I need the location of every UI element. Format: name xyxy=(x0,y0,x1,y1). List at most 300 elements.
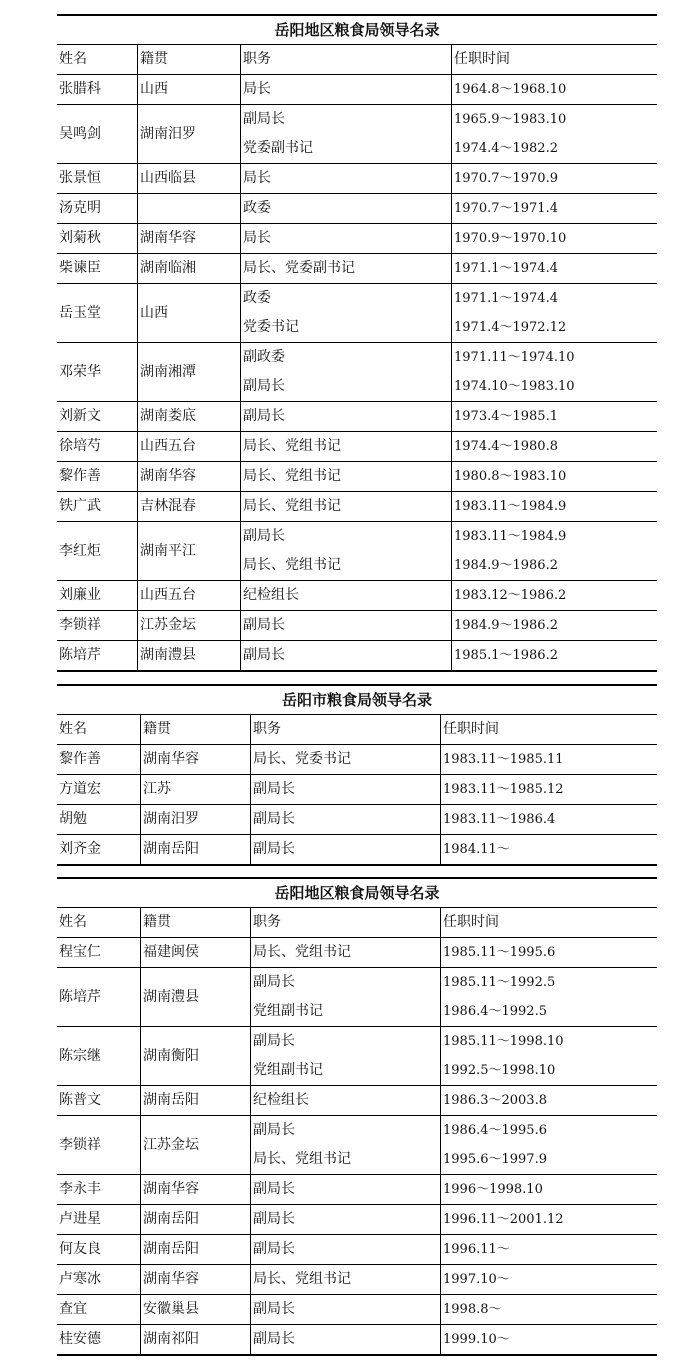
leader-name: 张景恒 xyxy=(59,170,101,186)
term-cell xyxy=(451,164,657,193)
leader-term: 1984.11～ xyxy=(443,842,510,857)
leader-term: 1970.7～1971.4 xyxy=(454,201,558,216)
leader-name: 程宝仁 xyxy=(59,944,101,960)
leader-origin: 湖南岳阳 xyxy=(143,1241,199,1257)
leader-origin: 湖南华容 xyxy=(140,230,196,246)
header-post-label: 职务 xyxy=(243,51,271,67)
post-cell xyxy=(240,522,451,580)
term-cell xyxy=(440,805,657,834)
header-term-label: 任职时间 xyxy=(454,51,510,67)
table-title: 岳阳地区粮食局领导名录 xyxy=(57,16,657,45)
leader-post: 副局长 xyxy=(253,1181,295,1197)
origin-cell xyxy=(140,1265,250,1294)
leader-term: 1986.4～1995.6 xyxy=(443,1123,547,1138)
table-row xyxy=(57,284,657,343)
table-body xyxy=(57,45,657,670)
leader-post: 局长、党组书记 xyxy=(253,1151,351,1167)
header-name-label: 姓名 xyxy=(59,914,87,930)
leader-origin: 江苏金坛 xyxy=(143,1136,199,1153)
origin-cell xyxy=(137,522,240,580)
term-cell xyxy=(451,105,657,163)
name-cell xyxy=(57,938,140,967)
table-row xyxy=(57,224,657,254)
origin-cell xyxy=(140,805,250,834)
post-cell xyxy=(250,835,440,864)
leader-origin: 湖南岳阳 xyxy=(143,1092,199,1108)
leader-post: 局长 xyxy=(243,81,271,97)
table-row xyxy=(57,1295,657,1325)
leader-post: 局长 xyxy=(243,230,271,246)
leader-origin: 湖南华容 xyxy=(143,751,199,767)
leader-origin: 湖南湘潭 xyxy=(140,363,196,380)
header-row xyxy=(57,45,657,75)
leader-origin: 山西临县 xyxy=(140,170,196,186)
post-cell xyxy=(240,641,451,670)
leader-post: 副局长 xyxy=(253,811,295,827)
leader-name: 卢进星 xyxy=(59,1211,101,1227)
leader-term: 1973.4～1985.1 xyxy=(454,409,558,424)
table-row xyxy=(57,745,657,775)
leader-origin: 山西 xyxy=(140,304,168,321)
post-cell xyxy=(250,968,440,1026)
term-cell xyxy=(451,343,657,401)
leader-name: 陈培芹 xyxy=(59,988,101,1005)
leader-post: 局长、党组书记 xyxy=(253,1271,351,1287)
leader-term: 1985.11～1998.10 xyxy=(443,1034,564,1049)
leader-name: 胡勉 xyxy=(59,811,87,827)
leader-origin: 湖南平江 xyxy=(140,542,196,559)
leader-post: 局长、党委副书记 xyxy=(243,260,355,276)
header-name xyxy=(57,45,137,74)
leader-name: 方道宏 xyxy=(59,781,101,797)
table-row xyxy=(57,1175,657,1205)
origin-cell xyxy=(140,745,250,774)
table-row xyxy=(57,805,657,835)
leader-post: 局长、党组书记 xyxy=(243,498,341,514)
origin-cell xyxy=(137,611,240,640)
leader-origin: 湖南澧县 xyxy=(140,647,196,663)
header-name-label: 姓名 xyxy=(59,721,87,737)
origin-cell xyxy=(140,1086,250,1115)
leader-term: 1983.12～1986.2 xyxy=(454,588,567,603)
leader-post: 副政委 xyxy=(243,349,285,365)
leader-term: 1986.4～1992.5 xyxy=(443,1004,547,1019)
post-cell xyxy=(250,1205,440,1234)
term-cell xyxy=(440,1175,657,1204)
leader-post: 副局长 xyxy=(253,1301,295,1317)
leader-term: 1974.10～1983.10 xyxy=(454,379,575,394)
leader-origin: 湖南澧县 xyxy=(143,988,199,1005)
origin-cell xyxy=(137,492,240,521)
table-row xyxy=(57,611,657,641)
leader-post: 局长、党委书记 xyxy=(253,751,351,767)
post-cell xyxy=(250,1175,440,1204)
leader-post: 副局长 xyxy=(253,974,295,990)
leader-origin: 湖南娄底 xyxy=(140,408,196,424)
leader-origin: 湖南岳阳 xyxy=(143,1211,199,1227)
table-row xyxy=(57,462,657,492)
name-cell xyxy=(57,224,137,253)
origin-cell xyxy=(140,1027,250,1085)
leader-name: 张腊科 xyxy=(59,81,101,97)
post-cell xyxy=(250,1027,440,1085)
table-body xyxy=(57,908,657,1354)
header-post-label: 职务 xyxy=(253,721,281,737)
term-cell xyxy=(440,1027,657,1085)
name-cell xyxy=(57,492,137,521)
leader-term: 1992.5～1998.10 xyxy=(443,1063,556,1078)
name-cell xyxy=(57,522,137,580)
post-cell xyxy=(250,775,440,804)
header-post xyxy=(250,908,440,937)
name-cell xyxy=(57,1205,140,1234)
table-row xyxy=(57,1086,657,1116)
table-title: 岳阳市粮食局领导名录 xyxy=(57,686,657,715)
term-cell xyxy=(451,224,657,253)
leader-term: 1985.1～1986.2 xyxy=(454,648,558,663)
leader-name: 黎作善 xyxy=(59,468,101,484)
post-cell xyxy=(240,164,451,193)
table-row xyxy=(57,641,657,670)
leader-term: 1983.11～1984.9 xyxy=(454,529,567,544)
leader-term: 1984.9～1986.2 xyxy=(454,618,558,633)
leader-term: 1995.6～1997.9 xyxy=(443,1152,547,1167)
name-cell xyxy=(57,462,137,491)
term-cell xyxy=(440,968,657,1026)
post-cell xyxy=(240,194,451,223)
post-cell xyxy=(250,1295,440,1324)
header-name xyxy=(57,908,140,937)
header-origin xyxy=(137,45,240,74)
term-cell xyxy=(440,1295,657,1324)
term-cell xyxy=(440,1086,657,1115)
term-cell xyxy=(451,75,657,104)
leader-origin xyxy=(140,194,240,223)
leader-post: 党委副书记 xyxy=(243,140,313,156)
origin-cell xyxy=(137,641,240,670)
post-cell xyxy=(250,1086,440,1115)
table-row xyxy=(57,402,657,432)
leader-name: 刘廉业 xyxy=(59,587,101,603)
term-cell xyxy=(451,432,657,461)
leader-name: 黎作善 xyxy=(59,751,101,767)
table-row xyxy=(57,194,657,224)
origin-cell xyxy=(137,224,240,253)
table-row xyxy=(57,75,657,105)
post-cell xyxy=(240,462,451,491)
table-body xyxy=(57,715,657,864)
leader-post: 副局长 xyxy=(243,617,285,633)
term-cell xyxy=(451,611,657,640)
leader-term: 1970.7～1970.9 xyxy=(454,171,558,186)
leader-term: 1971.4～1972.12 xyxy=(454,320,567,335)
district-bureau-leaders-table-1 xyxy=(57,14,657,672)
term-cell xyxy=(440,835,657,864)
origin-cell xyxy=(140,1325,250,1354)
header-name-label: 姓名 xyxy=(59,51,87,67)
leader-term: 1996～1998.10 xyxy=(443,1182,543,1197)
name-cell xyxy=(57,581,137,610)
post-cell xyxy=(250,745,440,774)
header-origin-label: 籍贯 xyxy=(143,721,171,737)
origin-cell xyxy=(140,835,250,864)
term-cell xyxy=(451,194,657,223)
post-cell xyxy=(250,1325,440,1354)
post-cell xyxy=(240,343,451,401)
leader-post: 副局长 xyxy=(253,781,295,797)
header-origin-label: 籍贯 xyxy=(140,51,168,67)
table-row xyxy=(57,492,657,522)
table-row xyxy=(57,164,657,194)
leader-term: 1964.8～1968.10 xyxy=(454,82,567,97)
origin-cell xyxy=(137,164,240,193)
leader-term: 1983.11～1984.9 xyxy=(454,499,567,514)
post-cell xyxy=(250,1116,440,1174)
origin-cell xyxy=(140,1205,250,1234)
header-term xyxy=(451,45,657,74)
leader-name: 何友良 xyxy=(59,1241,101,1257)
post-cell xyxy=(240,75,451,104)
leader-origin: 吉林混春 xyxy=(140,498,196,514)
post-cell xyxy=(250,1235,440,1264)
term-cell xyxy=(451,492,657,521)
leader-name: 卢寒冰 xyxy=(59,1271,101,1287)
name-cell xyxy=(57,194,137,223)
term-cell xyxy=(440,1235,657,1264)
leader-term: 1986.3～2003.8 xyxy=(443,1093,547,1108)
leader-name: 刘新文 xyxy=(59,408,101,424)
table-row xyxy=(57,1235,657,1265)
post-cell xyxy=(240,224,451,253)
leader-term: 1983.11～1986.4 xyxy=(443,812,556,827)
leader-origin: 山西五台 xyxy=(140,438,196,454)
table-row xyxy=(57,1116,657,1175)
origin-cell xyxy=(137,194,240,223)
leader-term: 1985.11～1995.6 xyxy=(443,945,556,960)
leader-name: 铁广武 xyxy=(59,498,101,514)
leader-post: 局长、党组书记 xyxy=(253,944,351,960)
origin-cell xyxy=(140,1235,250,1264)
leader-term: 1980.8～1983.10 xyxy=(454,469,567,484)
leader-term: 1998.8～ xyxy=(443,1302,502,1317)
term-cell xyxy=(440,1325,657,1354)
post-cell xyxy=(240,254,451,283)
leader-term: 1997.10～ xyxy=(443,1272,510,1287)
post-cell xyxy=(250,1265,440,1294)
leader-post: 副局长 xyxy=(253,1033,295,1049)
table-row xyxy=(57,775,657,805)
leader-name: 刘齐金 xyxy=(59,841,101,857)
term-cell xyxy=(440,1265,657,1294)
origin-cell xyxy=(137,75,240,104)
leader-name: 徐培芍 xyxy=(59,438,101,454)
leader-name: 陈培芹 xyxy=(59,647,101,663)
leader-term: 1965.9～1983.10 xyxy=(454,112,567,127)
leader-term: 1971.1～1974.4 xyxy=(454,261,558,276)
term-cell xyxy=(440,775,657,804)
table-row xyxy=(57,432,657,462)
origin-cell xyxy=(137,254,240,283)
name-cell xyxy=(57,1295,140,1324)
post-cell xyxy=(240,432,451,461)
leader-term: 1984.9～1986.2 xyxy=(454,558,558,573)
leader-name: 李锁祥 xyxy=(59,617,101,633)
post-cell xyxy=(240,105,451,163)
leader-name: 岳玉堂 xyxy=(59,304,101,321)
table-row xyxy=(57,522,657,581)
leader-post: 副局长 xyxy=(253,1331,295,1347)
term-cell xyxy=(440,745,657,774)
leader-post: 政委 xyxy=(243,290,271,306)
table-row xyxy=(57,105,657,164)
name-cell xyxy=(57,1175,140,1204)
leader-post: 副局长 xyxy=(253,1122,295,1138)
term-cell xyxy=(451,641,657,670)
term-cell xyxy=(451,284,657,342)
term-cell xyxy=(451,462,657,491)
origin-cell xyxy=(137,105,240,163)
term-cell xyxy=(451,402,657,431)
leader-term: 1974.4～1982.2 xyxy=(454,141,558,156)
leader-post: 纪检组长 xyxy=(253,1092,309,1108)
name-cell xyxy=(57,75,137,104)
leader-post: 局长、党组书记 xyxy=(243,438,341,454)
name-cell xyxy=(57,1235,140,1264)
leader-name: 李永丰 xyxy=(59,1181,101,1197)
post-cell xyxy=(240,284,451,342)
table-row xyxy=(57,254,657,284)
leader-post: 纪检组长 xyxy=(243,587,299,603)
leader-name: 柴谏臣 xyxy=(59,260,101,276)
leader-origin: 湖南华容 xyxy=(143,1181,199,1197)
origin-cell xyxy=(140,1295,250,1324)
leader-origin: 山西五台 xyxy=(140,587,196,603)
leader-term: 1974.4～1980.8 xyxy=(454,439,558,454)
post-cell xyxy=(250,938,440,967)
name-cell xyxy=(57,1116,140,1174)
leader-term: 1983.11～1985.12 xyxy=(443,782,564,797)
header-term-label: 任职时间 xyxy=(443,721,499,737)
header-origin-label: 籍贯 xyxy=(143,914,171,930)
leader-name: 桂安德 xyxy=(59,1331,101,1347)
leader-post: 局长、党组书记 xyxy=(243,468,341,484)
leader-post: 副局长 xyxy=(243,408,285,424)
header-post-label: 职务 xyxy=(253,914,281,930)
leader-term: 1996.11～ xyxy=(443,1242,510,1257)
leader-name: 邓荣华 xyxy=(59,363,101,380)
table-row xyxy=(57,938,657,968)
name-cell xyxy=(57,402,137,431)
leader-post: 党组副书记 xyxy=(253,1003,323,1019)
leader-name: 李红炬 xyxy=(59,542,101,559)
leader-origin: 湖南祁阳 xyxy=(143,1331,199,1347)
header-term-label: 任职时间 xyxy=(443,914,499,930)
table-row xyxy=(57,1205,657,1235)
name-cell xyxy=(57,835,140,864)
leader-name: 刘菊秋 xyxy=(59,230,101,246)
table-title: 岳阳地区粮食局领导名录 xyxy=(57,879,657,908)
term-cell xyxy=(440,1205,657,1234)
header-row xyxy=(57,908,657,938)
leader-origin: 湖南华容 xyxy=(140,468,196,484)
table-row xyxy=(57,581,657,611)
name-cell xyxy=(57,1086,140,1115)
post-cell xyxy=(240,492,451,521)
origin-cell xyxy=(140,1116,250,1174)
leader-name: 陈普文 xyxy=(59,1092,101,1108)
leader-origin: 山西 xyxy=(140,81,168,97)
term-cell xyxy=(451,581,657,610)
term-cell xyxy=(440,1116,657,1174)
leader-post: 副局长 xyxy=(243,528,285,544)
term-cell xyxy=(451,522,657,580)
origin-cell xyxy=(137,581,240,610)
district-bureau-leaders-table-2 xyxy=(57,877,657,1356)
name-cell xyxy=(57,968,140,1026)
post-cell xyxy=(240,611,451,640)
origin-cell xyxy=(140,938,250,967)
header-term xyxy=(440,715,657,744)
name-cell xyxy=(57,1027,140,1085)
leader-post: 副局长 xyxy=(243,647,285,663)
leader-origin: 江苏 xyxy=(143,781,171,797)
leader-term: 1983.11～1985.11 xyxy=(443,752,564,767)
leader-post: 副局长 xyxy=(243,378,285,394)
leader-origin: 安徽巢县 xyxy=(143,1301,199,1317)
city-bureau-leaders-table xyxy=(57,684,657,866)
leader-name: 陈宗继 xyxy=(59,1047,101,1064)
leader-origin: 福建闽侯 xyxy=(143,944,199,960)
leader-post: 副局长 xyxy=(253,1241,295,1257)
name-cell xyxy=(57,641,137,670)
leader-origin: 湖南华容 xyxy=(143,1271,199,1287)
term-cell xyxy=(451,254,657,283)
leader-post: 副局长 xyxy=(243,111,285,127)
header-post xyxy=(250,715,440,744)
leader-term: 1996.11～2001.12 xyxy=(443,1212,564,1227)
origin-cell xyxy=(137,284,240,342)
leader-origin: 江苏金坛 xyxy=(140,617,196,633)
leader-post: 副局长 xyxy=(253,841,295,857)
leader-origin: 湖南汨罗 xyxy=(143,811,199,827)
table-row xyxy=(57,343,657,402)
header-origin xyxy=(140,908,250,937)
leader-post: 副局长 xyxy=(253,1211,295,1227)
table-row xyxy=(57,1265,657,1295)
leader-origin: 湖南岳阳 xyxy=(143,841,199,857)
leader-name: 查宜 xyxy=(59,1301,87,1317)
origin-cell xyxy=(137,343,240,401)
name-cell xyxy=(57,284,137,342)
name-cell xyxy=(57,164,137,193)
origin-cell xyxy=(140,968,250,1026)
leader-term: 1985.11～1992.5 xyxy=(443,975,556,990)
post-cell xyxy=(240,581,451,610)
header-name xyxy=(57,715,140,744)
header-term xyxy=(440,908,657,937)
leader-name: 吴鸣剑 xyxy=(59,125,101,142)
name-cell xyxy=(57,432,137,461)
table-row xyxy=(57,1325,657,1354)
post-cell xyxy=(240,402,451,431)
origin-cell xyxy=(137,432,240,461)
table-row xyxy=(57,835,657,864)
origin-cell xyxy=(137,462,240,491)
header-post xyxy=(240,45,451,74)
origin-cell xyxy=(140,1175,250,1204)
leader-post: 局长、党组书记 xyxy=(243,557,341,573)
term-cell xyxy=(440,938,657,967)
